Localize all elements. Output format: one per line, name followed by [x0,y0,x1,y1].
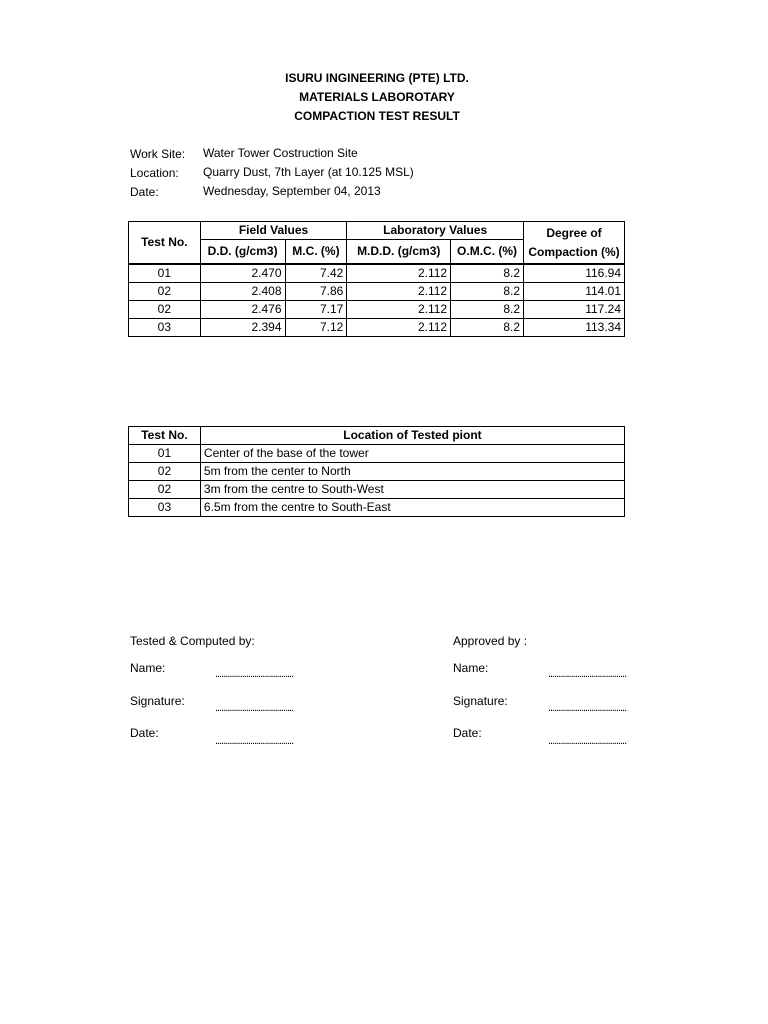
test-no-cell: 01 [129,264,201,283]
mc-cell: 7.12 [285,319,347,337]
lab-name: MATERIALS LABOROTARY [299,90,455,104]
approver-name-line: ...................................... [548,668,627,680]
degree-cell: 114.01 [524,283,625,301]
compaction-results-table [128,221,625,337]
field-values-header: Field Values [200,222,347,240]
location-cell: 5m from the center to North [200,463,624,481]
table-row [129,499,625,517]
approver-date-label: Date: [453,726,482,740]
test-no-cell: 02 [129,481,201,499]
date-label: Date: [130,185,159,199]
degree-cell: 113.34 [524,319,625,337]
mdd-cell: 2.112 [347,264,451,283]
table-row [129,283,625,301]
mdd-cell: 2.112 [347,319,451,337]
location-cell: 3m from the centre to South-West [200,481,624,499]
dd-cell: 2.476 [200,301,285,319]
tester-signature-line: ...................................... [215,702,294,714]
company-name: ISURU INGINEERING (PTE) LTD. [285,71,469,85]
date-value: Wednesday, September 04, 2013 [203,184,381,198]
degree-header-line2: Compaction (%) [528,244,620,259]
mc-cell: 7.86 [285,283,347,301]
degree-cell: 116.94 [524,264,625,283]
mdd-cell: 2.112 [347,283,451,301]
work-site-value: Water Tower Costruction Site [203,146,358,160]
location-cell: 6.5m from the centre to South-East [200,499,624,517]
test-no-cell: 02 [129,283,201,301]
test-no-cell: 01 [129,445,201,463]
approver-date-line: ...................................... [548,735,627,747]
page-title: COMPACTION TEST RESULT [294,109,460,123]
location-value: Quarry Dust, 7th Layer (at 10.125 MSL) [203,165,414,179]
dd-cell: 2.408 [200,283,285,301]
mdd-header: M.D.D. (g/cm3) [347,240,451,265]
approver-signature-label: Signature: [453,694,508,708]
location-header: Location of Tested piont [200,427,624,445]
omc-cell: 8.2 [451,319,524,337]
location-cell: Center of the base of the tower [200,445,624,463]
table-row [129,481,625,499]
test-no-cell: 02 [129,301,201,319]
test-no-cell: 03 [129,319,201,337]
tester-date-label: Date: [130,726,159,740]
dd-header: D.D. (g/cm3) [200,240,285,265]
approver-signature-line: ...................................... [548,702,627,714]
table-row [129,301,625,319]
table-row [129,319,625,337]
work-site-label: Work Site: [130,147,186,161]
omc-cell: 8.2 [451,301,524,319]
test-no-cell: 03 [129,499,201,517]
omc-cell: 8.2 [451,264,524,283]
tester-name-label: Name: [130,661,166,675]
mc-cell: 7.17 [285,301,347,319]
table-row [129,264,625,283]
test-no-header: Test No. [129,427,201,445]
tester-name-line: ...................................... [215,668,294,680]
table-row [129,445,625,463]
location-label: Location: [130,166,179,180]
approved-by-label: Approved by : [453,634,528,648]
tester-signature-label: Signature: [130,694,185,708]
mc-cell: 7.42 [285,264,347,283]
table-row [129,463,625,481]
dd-cell: 2.470 [200,264,285,283]
degree-header-line1: Degree of [546,225,602,240]
test-no-cell: 02 [129,463,201,481]
mdd-cell: 2.112 [347,301,451,319]
degree-cell: 117.24 [524,301,625,319]
test-no-header: Test No. [129,222,201,265]
tested-by-label: Tested & Computed by: [130,634,255,648]
approver-name-label: Name: [453,661,489,675]
omc-header: O.M.C. (%) [451,240,524,265]
degree-header [524,222,625,265]
dd-cell: 2.394 [200,319,285,337]
tester-date-line: ...................................... [215,735,294,747]
lab-values-header: Laboratory Values [347,222,524,240]
mc-header: M.C. (%) [285,240,347,265]
omc-cell: 8.2 [451,283,524,301]
tested-point-locations-table [128,426,625,517]
